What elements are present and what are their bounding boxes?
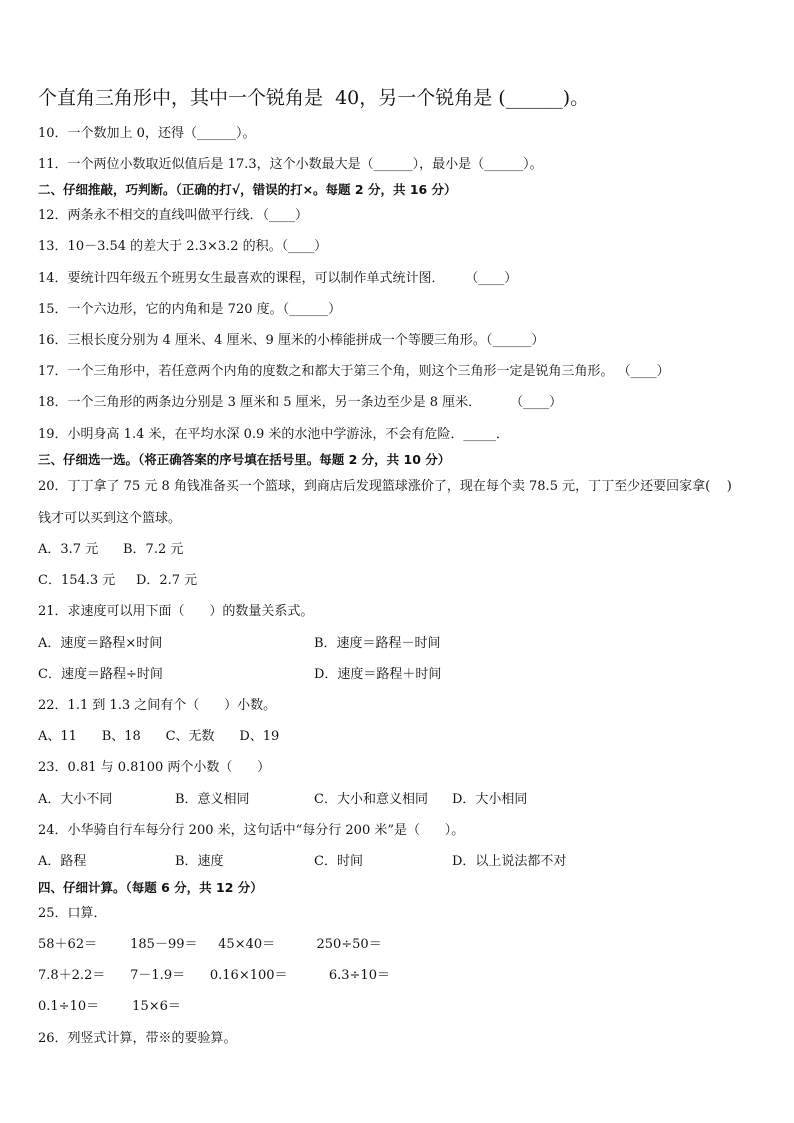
question-20-options-cd: C．154.3 元 D．2.7 元 (38, 573, 198, 588)
question-17: 17．一个三角形中，若任意两个内角的度数之和都大于第三个角，则这个三角形一定是锐角三角形。 （____） (38, 364, 670, 379)
question-23-option-d: D．大小相同 (452, 792, 528, 807)
question-12: 12．两条永不相交的直线叫做平行线．（____） (38, 208, 309, 223)
question-21-option-d: D．速度＝路程＋时间 (314, 667, 442, 682)
question-22: 22．1.1 到 1.3 之间有个（ ）小数。 (38, 698, 277, 713)
question-23-option-a: A．大小不同 (38, 792, 113, 807)
question-24: 24．小华骑自行车每分行 200 米，这句话中“每分行 200 米”是（ ）。 (38, 823, 465, 838)
question-21-option-a: A．速度＝路程×时间 (38, 636, 163, 651)
question-11: 11．一个两位小数取近似值后是 17.3，这个小数最大是（______），最小是（______）。 (38, 157, 543, 172)
question-22-options: A、11 B、18 C、无数 D、19 (38, 729, 280, 744)
mental-math-row-3: 0.1÷10＝ 15×6＝ (38, 999, 181, 1014)
question-21-option-c: C．速度＝路程÷时间 (38, 667, 163, 682)
question-24-option-c: C．时间 (314, 854, 363, 869)
question-15: 15．一个六边形，它的内角和是 720 度。（______） (38, 302, 342, 317)
question-14: 14．要统计四年级五个班男女生最喜欢的课程，可以制作单式统计图． （____） (38, 271, 518, 286)
question-13: 13．10－3.54 的差大于 2.3×3.2 的积。（____） (38, 239, 328, 254)
mental-math-row-1: 58＋62＝ 185－99＝ 45×40＝ 250÷50＝ (38, 937, 382, 952)
question-23-option-b: B．意义相同 (175, 792, 250, 807)
question-9-fragment: 个直角三角形中，其中一个锐角是 40，另一个锐角是 (______)。 (38, 87, 590, 109)
question-21: 21．求速度可以用下面（ ）的数量关系式。 (38, 604, 314, 619)
section-2-heading: 二、仔细推敲，巧判断。（正确的打√，错误的打×。每题 2 分，共 16 分） (38, 182, 457, 197)
question-21-option-b: B．速度＝路程－时间 (314, 636, 441, 651)
question-23-option-c: C．大小和意义相同 (314, 792, 428, 807)
question-20-continued: 钱才可以买到这个篮球。 (38, 511, 182, 526)
question-20: 20．丁丁拿了 75 元 8 角钱准备买一个篮球，到商店后发现篮球涨价了，现在每个卖 78.5 元，丁丁至少还要回家拿( ) (38, 479, 732, 494)
question-26: 26．列竖式计算，带※的要验算。 (38, 1031, 237, 1046)
question-16: 16．三根长度分别为 4 厘米、4 厘米、9 厘米的小棒能拼成一个等腰三角形。（______） (38, 333, 545, 348)
question-10: 10．一个数加上 0，还得（______）。 (38, 126, 256, 141)
question-24-option-b: B．速度 (175, 854, 224, 869)
question-24-option-a: A．路程 (38, 854, 87, 869)
question-18: 18．一个三角形的两条边分别是 3 厘米和 5 厘米，另一条边至少是 8 厘米． （____） (38, 395, 563, 410)
question-24-option-d: D．以上说法都不对 (452, 854, 567, 869)
mental-math-row-2: 7.8＋2.2＝ 7－1.9＝ 0.16×100＝ 6.3÷10＝ (38, 968, 390, 983)
question-23: 23．0.81 与 0.8100 两个小数（ ） (38, 760, 271, 775)
question-19: 19．小明身高 1.4 米，在平均水深 0.9 米的水池中学游泳，不会有危险．_____． (38, 427, 509, 442)
section-3-heading: 三、仔细选一选。（将正确答案的序号填在括号里。每题 2 分，共 10 分） (38, 452, 451, 467)
question-20-options-ab: A．3.7 元 B．7.2 元 (38, 542, 184, 557)
question-25: 25．口算． (38, 906, 107, 921)
section-4-heading: 四、仔细计算。（每题 6 分，共 12 分） (38, 880, 263, 895)
